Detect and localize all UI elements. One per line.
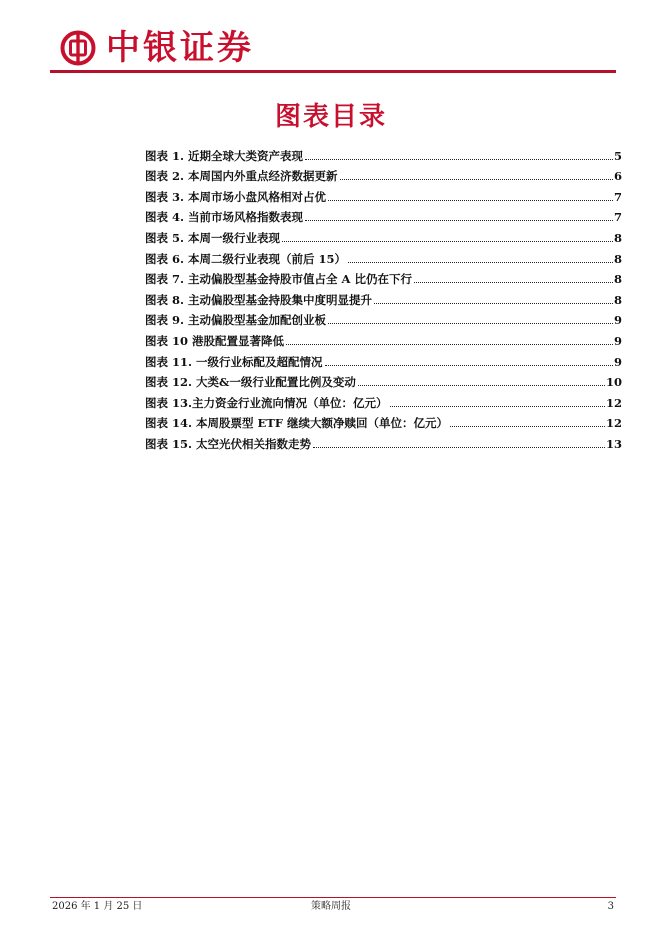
toc-entry[interactable] — [145, 328, 622, 349]
toc-dot-leader — [374, 302, 613, 304]
toc-dot-leader — [414, 281, 613, 283]
toc-entry[interactable] — [145, 370, 622, 391]
toc-entry-title: 图表 7. 主动偏股型基金持股市值占全 A 比仍在下行 — [145, 272, 412, 287]
toc-dot-leader — [358, 384, 605, 386]
toc-entry-title: 图表 2. 本周国内外重点经济数据更新 — [145, 169, 338, 184]
toc-entry-page: 9 — [613, 313, 622, 328]
toc-entry-title: 图表 10 港股配置显著降低 — [145, 333, 285, 348]
toc-dot-leader — [450, 425, 605, 427]
toc-dot-leader — [390, 405, 605, 407]
toc-dot-leader — [348, 261, 613, 263]
toc-entry[interactable] — [145, 205, 622, 226]
toc-entry-title: 图表 4. 当前市场风格指数表现 — [145, 210, 304, 225]
toc-entry-page: 10 — [605, 375, 622, 390]
toc-entry-title: 图表 8. 主动偏股型基金持股集中度明显提升 — [145, 292, 373, 307]
toc-entry-title: 图表 1. 近期全球大类资产表现 — [145, 148, 304, 163]
toc-entry-page: 6 — [613, 169, 622, 184]
header-rule — [50, 70, 616, 73]
toc-entry[interactable] — [145, 390, 622, 411]
toc-entry[interactable] — [145, 308, 622, 329]
toc-entry[interactable] — [145, 411, 622, 432]
toc-entry[interactable] — [145, 349, 622, 370]
toc-entry-title: 图表 11. 一级行业标配及超配情况 — [145, 354, 323, 369]
toc-entry-page: 8 — [613, 292, 622, 307]
toc-entry-title: 图表 14. 本周股票型 ETF 继续大额净赎回（单位：亿元） — [145, 416, 449, 431]
toc-entry-title: 图表 12. 大类&一级行业配置比例及变动 — [145, 375, 356, 390]
toc-dot-leader — [328, 322, 613, 324]
toc-entry-page: 12 — [605, 395, 622, 410]
toc-dot-leader — [286, 343, 613, 345]
toc-entry[interactable] — [145, 246, 622, 267]
toc-entry-page: 7 — [613, 210, 622, 225]
toc-entry[interactable] — [145, 143, 622, 164]
toc-entry[interactable] — [145, 267, 622, 288]
toc-dot-leader — [313, 446, 605, 448]
brand-name: 中银证券 — [106, 28, 254, 68]
toc-entry[interactable] — [145, 225, 622, 246]
footer-rule — [50, 897, 616, 898]
toc-entry-page: 9 — [613, 354, 622, 369]
toc-entry-title: 图表 15. 太空光伏相关指数走势 — [145, 436, 312, 451]
toc-entry-page: 12 — [605, 416, 622, 431]
toc-entry-page: 7 — [613, 189, 622, 204]
footer-report-name: 策略周报 — [311, 901, 351, 912]
toc-entry-title: 图表 13.主力资金行业流向情况（单位：亿元） — [145, 395, 388, 410]
toc-entry-title: 图表 6. 本周二级行业表现（前后 15） — [145, 251, 347, 266]
footer-date: 2026 年 1 月 25 日 — [52, 901, 143, 912]
toc-entry[interactable] — [145, 184, 622, 205]
toc-dot-leader — [305, 158, 613, 160]
toc-dot-leader — [325, 364, 613, 366]
toc-entry-page: 8 — [613, 251, 622, 266]
toc-entry-title: 图表 5. 本周一级行业表现 — [145, 230, 281, 245]
toc-entry-page: 8 — [613, 230, 622, 245]
footer-page-number: 3 — [607, 901, 614, 912]
toc-entry-title: 图表 3. 本周市场小盘风格相对占优 — [145, 189, 327, 204]
toc-entry[interactable] — [145, 287, 622, 308]
page-header — [0, 0, 662, 80]
toc-entry-page: 5 — [613, 148, 622, 163]
toc-entry-page: 9 — [613, 333, 622, 348]
bank-of-china-logo-icon — [60, 30, 96, 66]
table-of-contents — [145, 143, 622, 452]
toc-entry-page: 8 — [613, 272, 622, 287]
toc-entry[interactable] — [145, 431, 622, 452]
toc-title: 图表目录 — [274, 102, 387, 132]
toc-dot-leader — [305, 219, 613, 221]
toc-entry[interactable] — [145, 164, 622, 185]
toc-entry-page: 13 — [605, 436, 622, 451]
toc-dot-leader — [340, 178, 613, 180]
toc-dot-leader — [282, 240, 613, 242]
toc-entry-title: 图表 9. 主动偏股型基金加配创业板 — [145, 313, 327, 328]
toc-dot-leader — [328, 199, 613, 201]
